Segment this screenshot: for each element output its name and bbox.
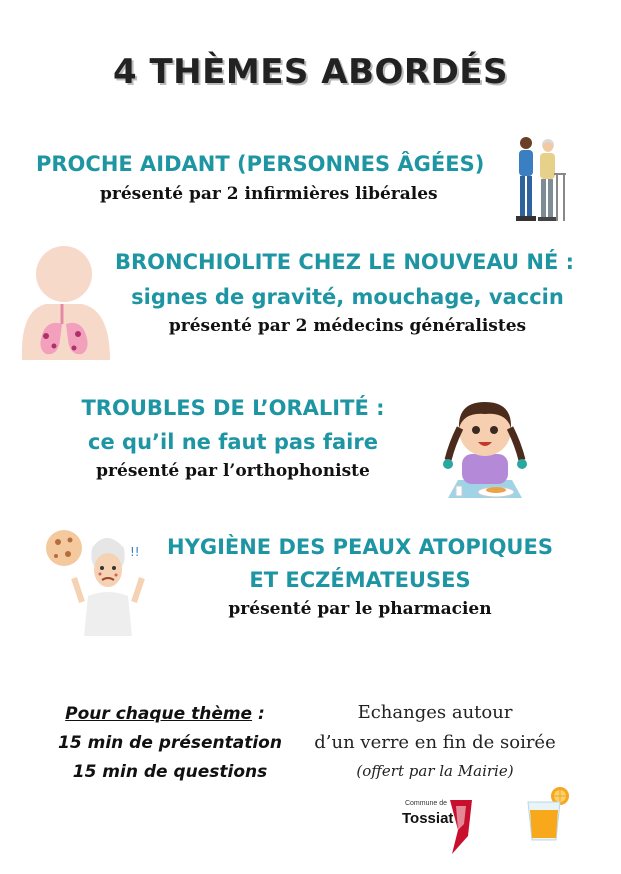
svg-text:!!: !! — [130, 545, 140, 559]
schedule-line-1: 15 min de présentation — [58, 733, 282, 753]
theme-2-title: BRONCHIOLITE CHEZ LE NOUVEAU NÉ : — [115, 250, 575, 274]
baby-lungs-icon — [16, 244, 116, 360]
page-title: 4 THÈMES ABORDÉS — [113, 52, 508, 92]
theme-4-subtitle: ET ECZÉMATEUSES — [249, 568, 471, 592]
girl-eating-icon — [436, 388, 534, 506]
schedule-heading-text: Pour chaque thème — [65, 704, 253, 724]
logo-shield-icon — [446, 800, 472, 856]
schedule-heading-colon: : — [252, 704, 265, 724]
woman-eczema-icon — [44, 526, 154, 636]
drinks-line-1: Echanges autour — [357, 702, 513, 723]
theme-4-title: HYGIÈNE DES PEAUX ATOPIQUES — [167, 535, 553, 559]
logo-top-text: Commune de — [404, 800, 448, 807]
drinks-line-2: d’un verre en fin de soirée — [314, 732, 556, 753]
theme-3-presenter: présenté par l’orthophoniste — [96, 461, 370, 481]
caregiver-elderly-icon — [510, 133, 566, 225]
drinks-line-3: (offert par la Mairie) — [356, 762, 514, 780]
schedule-line-2: 15 min de questions — [72, 762, 268, 782]
theme-4-presenter: présenté par le pharmacien — [228, 599, 492, 619]
commune-logo — [402, 800, 472, 856]
theme-2-subtitle: signes de gravité, mouchage, vaccin — [131, 285, 564, 309]
theme-1-title: PROCHE AIDANT (PERSONNES ÂGÉES) — [36, 152, 485, 176]
theme-1-presenter: présenté par 2 infirmières libérales — [100, 184, 438, 204]
theme-2-presenter: présenté par 2 médecins généralistes — [168, 316, 527, 336]
schedule-heading — [50, 704, 280, 724]
theme-3-title: TROUBLES DE L’ORALITÉ : — [81, 396, 385, 420]
theme-3-subtitle: ce qu’il ne faut pas faire — [88, 430, 378, 454]
logo-name: Tossiat — [402, 810, 454, 827]
orange-juice-icon — [524, 786, 572, 842]
